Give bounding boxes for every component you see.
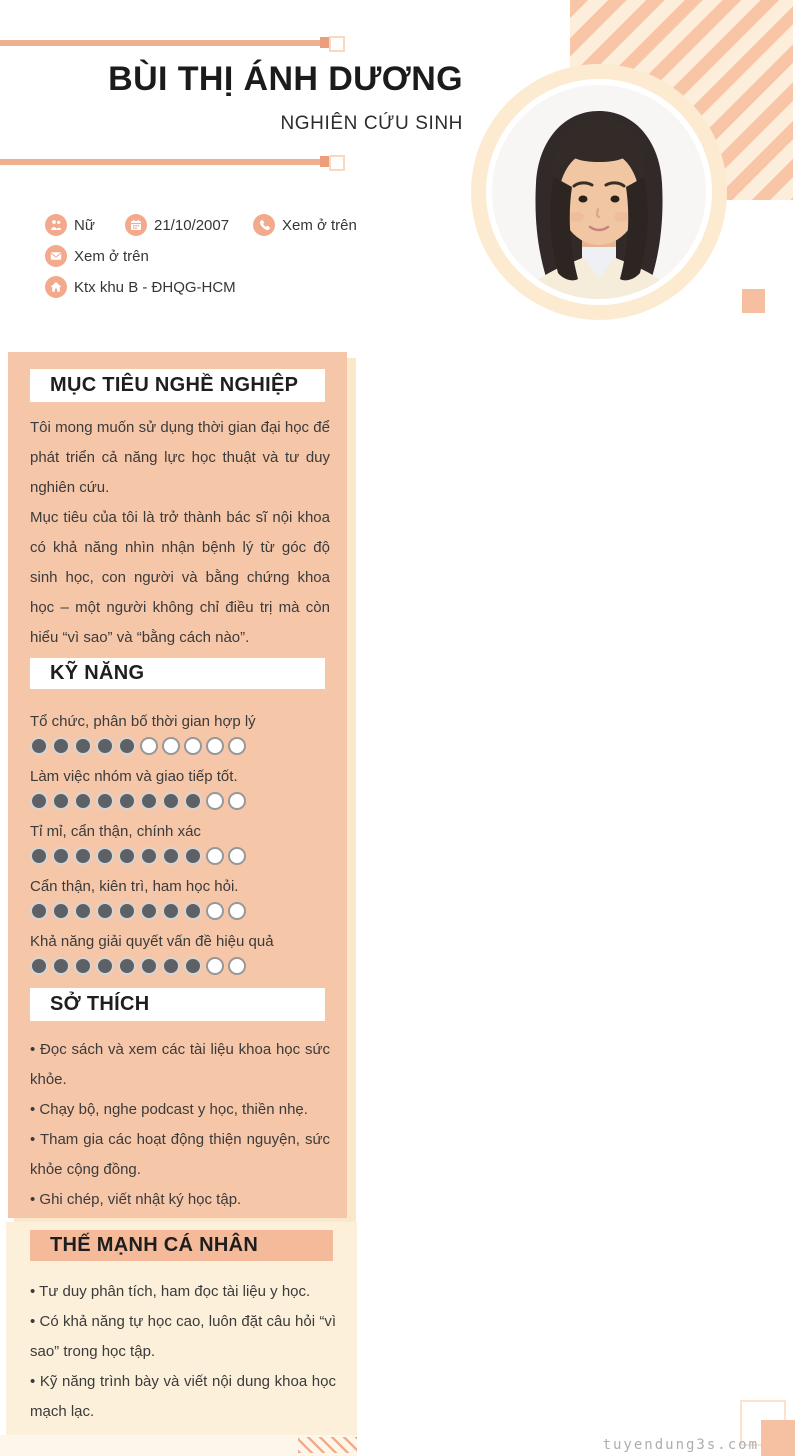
skill-dot-filled xyxy=(140,847,158,865)
skill-dot-filled xyxy=(118,847,136,865)
filled-square-decoration-bottom xyxy=(761,1420,795,1456)
strengths-panel xyxy=(6,1222,357,1435)
small-square-decoration-top xyxy=(742,289,765,313)
skill-dot-filled xyxy=(30,792,48,810)
skill-dot-filled xyxy=(30,737,48,755)
phone-icon xyxy=(253,214,275,236)
skill-dot-filled xyxy=(162,847,180,865)
skill-item xyxy=(30,878,330,920)
header-bar-top-outline-square xyxy=(329,36,345,52)
skill-dot-filled xyxy=(184,847,202,865)
contact-phone-value: Xem ở trên xyxy=(282,216,357,234)
skill-dot-filled xyxy=(96,737,114,755)
skill-dot-filled xyxy=(162,792,180,810)
skill-dot-filled xyxy=(184,792,202,810)
contact-address xyxy=(45,276,236,298)
skill-dot-filled xyxy=(52,902,70,920)
contact-dob xyxy=(125,214,229,236)
skill-dot-filled xyxy=(30,902,48,920)
mail-icon xyxy=(45,245,67,267)
skill-dot-empty xyxy=(206,902,224,920)
hobby-item: • Chạy bộ, nghe podcast y học, thiền nhẹ. xyxy=(30,1101,308,1118)
calendar-icon xyxy=(125,214,147,236)
watermark: tuyendung3s.com xyxy=(602,1437,759,1453)
section-heading-strengths: THẾ MẠNH CÁ NHÂN xyxy=(30,1230,333,1261)
objective-paragraph: Mục tiêu của tôi là trở thành bác sĩ nội khoa có khả năng nhìn nhận bệnh lý từ góc độ sinh học, con người và bằng chứng khoa học – một người không chỉ điều trị mà còn hiểu “vì sao” và “bằng cách nào”. xyxy=(30,509,330,646)
contact-email xyxy=(45,245,149,267)
skill-dot-filled xyxy=(184,957,202,975)
skill-level-dots xyxy=(30,957,330,975)
contact-phone xyxy=(253,214,357,236)
skill-dot-filled xyxy=(52,792,70,810)
skill-dot-empty xyxy=(140,737,158,755)
bottom-stripes-decoration xyxy=(298,1437,357,1453)
contact-email-value: Xem ở trên xyxy=(74,247,149,265)
profile-photo xyxy=(492,85,706,299)
section-heading-hobbies: SỞ THÍCH xyxy=(30,988,325,1021)
main-panel xyxy=(8,352,347,1218)
strength-item: • Có khả năng tự học cao, luôn đặt câu hỏi “vì sao” trong học tập. xyxy=(30,1313,336,1360)
skill-dot-filled xyxy=(74,902,92,920)
skill-dot-empty xyxy=(228,847,246,865)
skill-dot-filled xyxy=(74,792,92,810)
skill-item xyxy=(30,933,330,975)
strength-item: • Tư duy phân tích, ham đọc tài liệu y học. xyxy=(30,1283,311,1300)
skill-dot-filled xyxy=(96,847,114,865)
skill-dot-filled xyxy=(30,847,48,865)
contact-gender-value: Nữ xyxy=(74,216,95,234)
skill-dot-filled xyxy=(118,792,136,810)
contact-dob-value: 21/10/2007 xyxy=(154,216,230,234)
home-icon xyxy=(45,276,67,298)
skill-dot-filled xyxy=(162,902,180,920)
skill-dot-empty xyxy=(206,847,224,865)
skill-level-dots xyxy=(30,737,330,755)
skill-dot-filled xyxy=(140,792,158,810)
skill-dot-filled xyxy=(96,957,114,975)
section-heading-skills: KỸ NĂNG xyxy=(30,658,325,689)
skill-dot-filled xyxy=(52,957,70,975)
skill-dot-filled xyxy=(74,847,92,865)
skill-label: Tổ chức, phân bố thời gian hợp lý xyxy=(30,713,256,730)
skill-dot-empty xyxy=(206,957,224,975)
skill-dot-empty xyxy=(206,737,224,755)
skill-item xyxy=(30,713,330,755)
skill-dot-filled xyxy=(74,957,92,975)
candidate-name: BÙI THỊ ÁNH DƯƠNG xyxy=(108,60,463,98)
skill-label: Tỉ mỉ, cẩn thận, chính xác xyxy=(30,823,201,840)
skill-label: Khả năng giải quyết vấn đề hiệu quả xyxy=(30,933,274,950)
skill-level-dots xyxy=(30,902,330,920)
skill-dot-empty xyxy=(228,957,246,975)
skill-dot-empty xyxy=(162,737,180,755)
candidate-title: NGHIÊN CỨU SINH xyxy=(280,113,463,134)
skill-label: Làm việc nhóm và giao tiếp tốt. xyxy=(30,768,238,785)
section-heading-objective: MỤC TIÊU NGHỀ NGHIỆP xyxy=(30,369,325,402)
skill-dot-filled xyxy=(184,902,202,920)
skill-dot-filled xyxy=(118,957,136,975)
skill-dot-filled xyxy=(118,902,136,920)
skill-item xyxy=(30,823,330,865)
skill-dot-empty xyxy=(184,737,202,755)
skill-dot-filled xyxy=(96,792,114,810)
skill-dot-filled xyxy=(96,902,114,920)
skill-dot-filled xyxy=(140,902,158,920)
skill-dot-empty xyxy=(206,792,224,810)
skill-level-dots xyxy=(30,792,330,810)
strength-item: • Kỹ năng trình bày và viết nội dung khoa học mạch lạc. xyxy=(30,1373,336,1420)
header-bar-bottom-outline-square xyxy=(329,155,345,171)
skill-level-dots xyxy=(30,847,330,865)
skill-dot-filled xyxy=(74,737,92,755)
skill-dot-filled xyxy=(30,957,48,975)
skill-dot-empty xyxy=(228,737,246,755)
skill-dot-filled xyxy=(118,737,136,755)
skill-dot-filled xyxy=(52,737,70,755)
hobby-item: • Đọc sách và xem các tài liệu khoa học sức khỏe. xyxy=(30,1041,330,1088)
objective-text xyxy=(30,413,330,653)
skill-dot-filled xyxy=(52,847,70,865)
skill-dot-filled xyxy=(162,957,180,975)
avatar-illustration xyxy=(492,85,706,299)
skill-dot-empty xyxy=(228,792,246,810)
objective-paragraph: Tôi mong muốn sử dụng thời gian đại học để phát triển cả năng lực học thuật và tư duy nghiên cứu. xyxy=(30,419,330,496)
hobbies-list xyxy=(30,1035,330,1215)
hobby-item: • Ghi chép, viết nhật ký học tập. xyxy=(30,1191,242,1208)
header-bar-bottom xyxy=(0,159,321,165)
gender-icon xyxy=(45,214,67,236)
skill-label: Cẩn thận, kiên trì, ham học hỏi. xyxy=(30,878,239,895)
contact-gender xyxy=(45,214,95,236)
skills-list xyxy=(30,713,330,975)
contact-address-value: Ktx khu B - ĐHQG-HCM xyxy=(74,278,236,296)
strengths-list xyxy=(30,1277,336,1427)
skill-dot-filled xyxy=(140,957,158,975)
skill-item xyxy=(30,768,330,810)
header-bar-top xyxy=(0,40,321,46)
skill-dot-empty xyxy=(228,902,246,920)
hobby-item: • Tham gia các hoạt động thiện nguyện, sức khỏe cộng đồng. xyxy=(30,1131,330,1178)
